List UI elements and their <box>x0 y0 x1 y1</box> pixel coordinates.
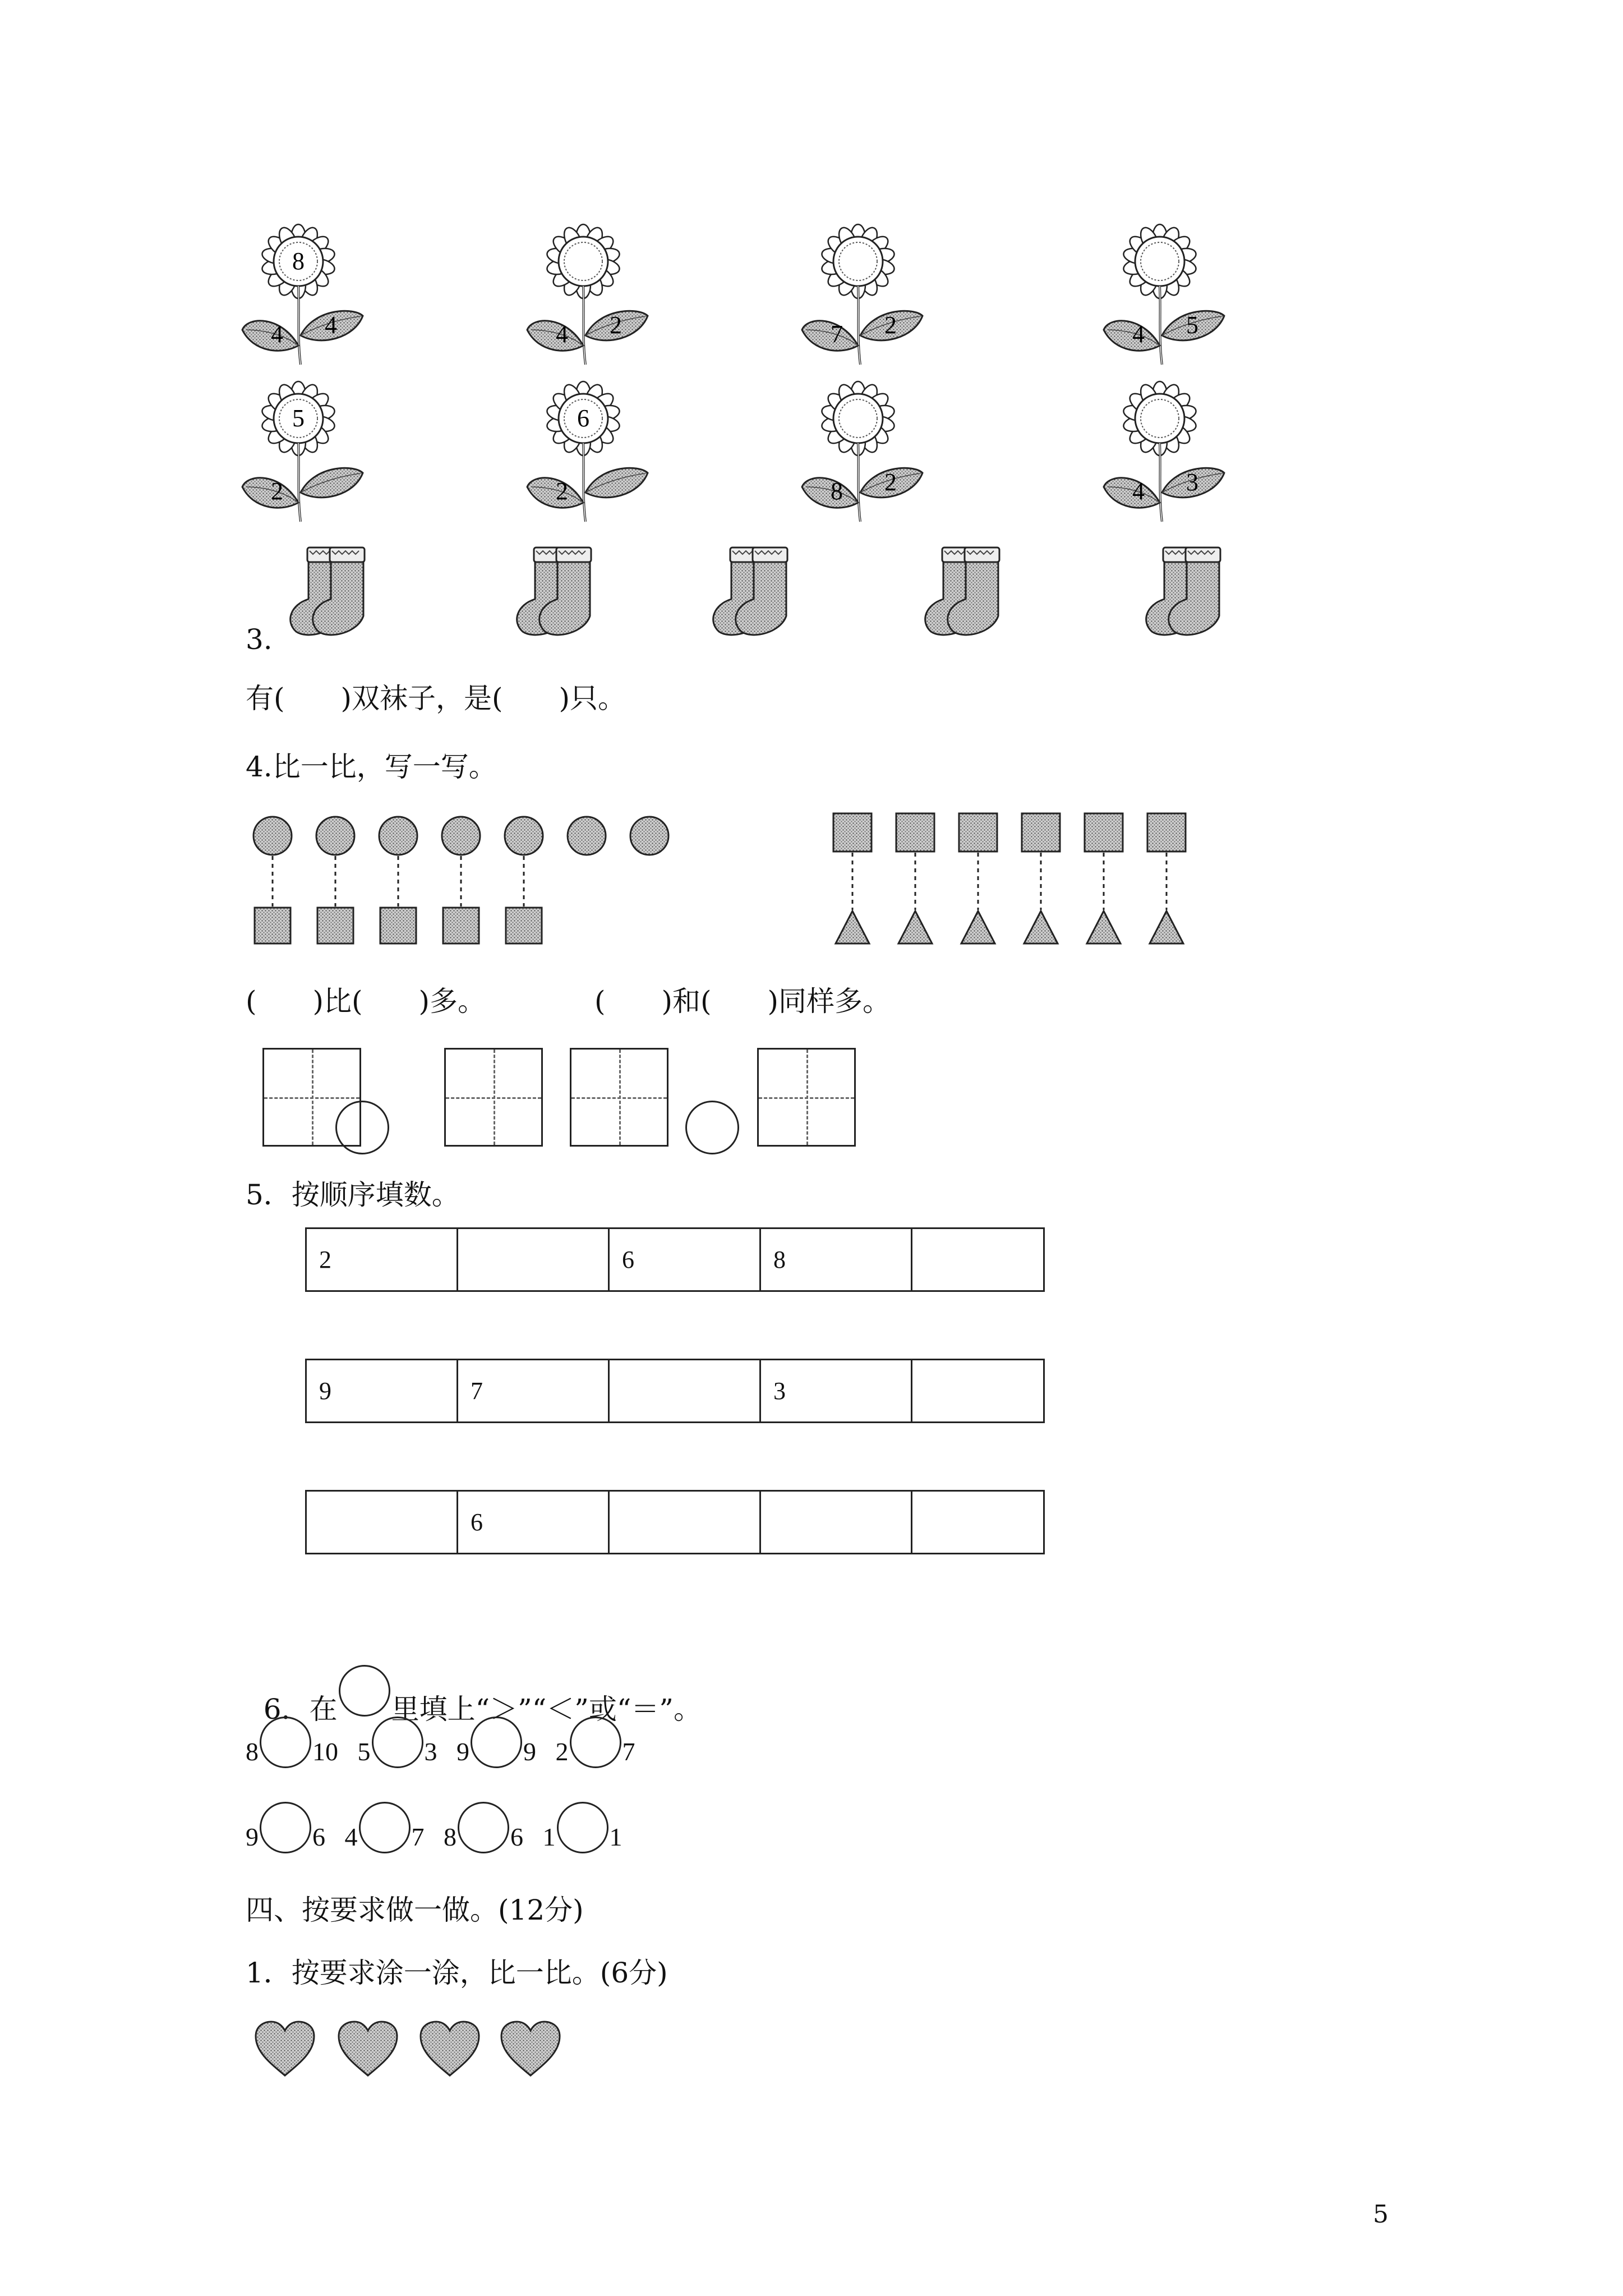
heart-icon[interactable] <box>499 2019 562 2078</box>
q3-sentence: 有( )双袜子，是( )只。 <box>246 682 626 715</box>
triangle-shape <box>1150 911 1183 944</box>
circle-shape <box>316 817 354 855</box>
sequence-cell: 7 <box>458 1360 609 1423</box>
sequence-blank-cell[interactable] <box>306 1491 458 1554</box>
sequence-cell: 2 <box>306 1228 458 1291</box>
left-leaf-number: 4 <box>271 320 283 348</box>
flower <box>242 218 388 369</box>
square-shape <box>1022 813 1060 852</box>
q5-title: 5．按顺序填数。 <box>246 1179 460 1211</box>
circle-shape <box>568 817 606 855</box>
answer-grid-box[interactable] <box>757 1048 856 1147</box>
q4-title: 4.比一比，写一写。 <box>246 751 497 783</box>
socks-pair-icon <box>285 543 380 638</box>
sequence-cell: 8 <box>760 1228 912 1291</box>
triangle-shape <box>836 911 869 944</box>
socks-pair-icon <box>920 543 1015 638</box>
square-shape <box>380 908 416 944</box>
flower <box>802 218 948 369</box>
compare-circle[interactable] <box>260 1717 311 1768</box>
compare-left-number: 2 <box>555 1737 569 1766</box>
compare-circle[interactable] <box>557 1802 608 1853</box>
square-shape <box>833 813 872 852</box>
answer-grid-box[interactable] <box>444 1048 543 1147</box>
compare-right-number: 1 <box>609 1823 623 1851</box>
compare-row-2 <box>246 1802 623 1853</box>
left-leaf-number: 8 <box>831 477 843 505</box>
compare-left-number: 9 <box>246 1823 259 1851</box>
square-shape <box>1147 813 1186 852</box>
sequence-cell: 6 <box>458 1491 609 1554</box>
compare-left-number: 5 <box>357 1737 371 1766</box>
left-leaf-number: 4 <box>1132 320 1145 348</box>
circle-icon <box>339 1665 390 1717</box>
sequence-blank-cell[interactable] <box>609 1491 760 1554</box>
compare-left-number: 8 <box>246 1737 259 1766</box>
compare-left-number: 4 <box>344 1823 358 1851</box>
sequence-blank-cell[interactable] <box>912 1228 1044 1291</box>
sequence-cell: 6 <box>609 1228 760 1291</box>
section4-q1: 1．按要求涂一涂，比一比。(6分) <box>246 1957 668 1989</box>
sequence-table-2 <box>305 1359 1045 1423</box>
flower <box>1104 218 1249 369</box>
q4-circles-squares <box>241 802 690 959</box>
compare-circle[interactable] <box>458 1802 509 1853</box>
left-leaf-number: 2 <box>556 477 568 505</box>
flower-center-number: 5 <box>292 404 305 432</box>
socks-pair-icon <box>511 543 607 638</box>
square-shape <box>317 908 353 944</box>
circle-shape <box>505 817 543 855</box>
compare-right-number: 7 <box>622 1737 635 1766</box>
compare-circle[interactable] <box>359 1802 411 1853</box>
compare-right-number: 9 <box>523 1737 536 1766</box>
q3-label: 3. <box>246 623 273 656</box>
sequence-cell: 9 <box>306 1360 458 1423</box>
socks-pair-icon <box>1141 543 1236 638</box>
right-leaf-number: 3 <box>1186 468 1198 496</box>
left-leaf-number: 7 <box>831 320 843 348</box>
right-leaf-number: 2 <box>884 311 897 339</box>
q4-sentence-left: ( )比( )多。 <box>246 985 486 1018</box>
flower <box>242 375 388 526</box>
flower-center-number: 8 <box>292 247 305 275</box>
right-leaf-number: 2 <box>610 311 622 339</box>
compare-right-number: 6 <box>312 1823 325 1851</box>
triangle-shape <box>898 911 932 944</box>
circle-shape <box>630 817 668 855</box>
compare-left-number: 9 <box>457 1737 469 1766</box>
compare-left-number: 1 <box>542 1823 556 1851</box>
flower <box>527 218 673 369</box>
flower <box>527 375 673 526</box>
compare-circle[interactable] <box>260 1802 311 1853</box>
sequence-table-3 <box>305 1490 1045 1554</box>
compare-left-number: 8 <box>444 1823 457 1851</box>
left-leaf-number: 4 <box>1132 477 1145 505</box>
compare-circle[interactable] <box>570 1717 621 1768</box>
left-leaf-number: 2 <box>271 477 283 505</box>
right-leaf-number: 4 <box>325 311 337 339</box>
compare-circle[interactable] <box>335 1101 389 1154</box>
heart-icon[interactable] <box>336 2019 399 2078</box>
heart-icon[interactable] <box>253 2019 316 2078</box>
compare-circle[interactable] <box>685 1101 739 1154</box>
compare-right-number: 6 <box>510 1823 523 1851</box>
compare-row-1 <box>246 1717 635 1768</box>
sequence-cell: 3 <box>760 1360 912 1423</box>
square-shape <box>959 813 997 852</box>
circle-shape <box>442 817 480 855</box>
sequence-blank-cell[interactable] <box>609 1360 760 1423</box>
compare-right-number: 3 <box>424 1737 437 1766</box>
compare-circle[interactable] <box>372 1717 423 1768</box>
triangle-shape <box>1024 911 1058 944</box>
heart-icon[interactable] <box>418 2019 481 2078</box>
right-leaf-number: 5 <box>1186 311 1198 339</box>
sequence-table-1 <box>305 1227 1045 1292</box>
compare-right-number: 7 <box>411 1823 425 1851</box>
flower <box>802 375 948 526</box>
left-leaf-number: 4 <box>556 320 568 348</box>
sequence-blank-cell[interactable] <box>912 1360 1044 1423</box>
section4-title: 四、按要求做一做。(12分) <box>246 1894 584 1926</box>
circle-shape <box>379 817 417 855</box>
flower <box>1104 375 1249 526</box>
answer-grid-box[interactable] <box>570 1048 668 1147</box>
q6-title-prefix: 6．在 <box>263 1693 338 1726</box>
square-shape <box>255 908 291 944</box>
right-leaf-number: 2 <box>884 468 897 496</box>
compare-circle[interactable] <box>471 1717 522 1768</box>
q6-title <box>246 1637 702 1726</box>
square-shape <box>1085 813 1123 852</box>
triangle-shape <box>961 911 995 944</box>
page-number: 5 <box>1373 2200 1389 2229</box>
sequence-blank-cell[interactable] <box>912 1491 1044 1554</box>
q4-squares-triangles <box>819 802 1211 959</box>
sequence-blank-cell[interactable] <box>458 1228 609 1291</box>
triangle-shape <box>1087 911 1121 944</box>
sequence-blank-cell[interactable] <box>760 1491 912 1554</box>
square-shape <box>506 908 542 944</box>
socks-pair-icon <box>708 543 803 638</box>
compare-right-number: 10 <box>312 1737 338 1766</box>
circle-shape <box>253 817 292 855</box>
square-shape <box>896 813 934 852</box>
q4-sentence-right: ( )和( )同样多。 <box>594 985 891 1018</box>
square-shape <box>443 908 479 944</box>
flower-center-number: 6 <box>577 404 589 432</box>
q6-title-suffix: 里填上“＞”“＜”或“＝”。 <box>391 1693 702 1726</box>
